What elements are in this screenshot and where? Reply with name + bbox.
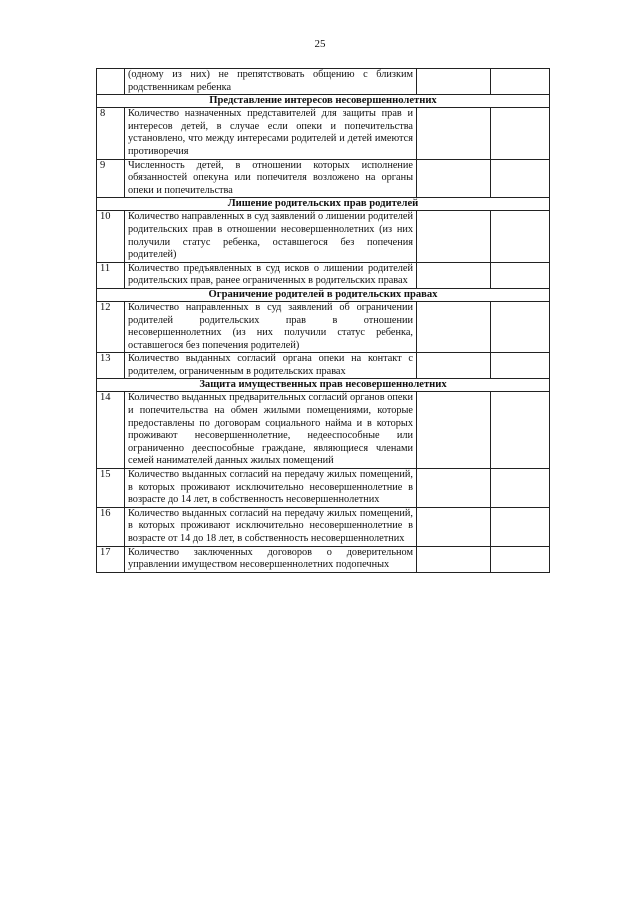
- indicator-description: Количество направленных в суд заявлений о лишении родителей родительских прав в отношении несовершеннолетних (из них получили статус ребенка, оставшегося без попечения родителей): [125, 211, 417, 262]
- indicator-description: Количество выданных предварительных согласий органов опеки и попечительства на обмен жилыми помещениями, которые предоставлены по договорам социального найма и в которых проживают несовершеннолетние, недееспособные или ограниченно дееспособные граждане, являющиеся членами семей нанимателей данных жилых помещений: [125, 392, 417, 469]
- report-table-body: [97, 69, 550, 573]
- value-cell: [491, 262, 550, 288]
- table-row: [97, 262, 550, 288]
- row-number: 15: [97, 469, 125, 508]
- table-row: [97, 108, 550, 159]
- row-number: 12: [97, 301, 125, 352]
- indicator-description: Количество заключенных договоров о доверительном управлении имуществом несовершеннолетних подопечных: [125, 546, 417, 572]
- page-number: 25: [314, 38, 326, 50]
- indicator-description: Численность детей, в отношении которых исполнение обязанностей опекуна или попечителя возложено на органы опеки и попечительства: [125, 159, 417, 198]
- section-header-row: [97, 95, 550, 108]
- section-header-row: [97, 198, 550, 211]
- indicator-description: (одному из них) не препятствовать общению с близким родственникам ребенка: [125, 69, 417, 95]
- row-number: 10: [97, 211, 125, 262]
- indicator-description: Количество выданных согласий на передачу жилых помещений, в которых проживают исключительно несовершеннолетние в возрасте до 14 лет, в собственность несовершеннолетних: [125, 469, 417, 508]
- row-number: 8: [97, 108, 125, 159]
- table-row: [97, 159, 550, 198]
- value-cell: [491, 507, 550, 546]
- value-cell: [491, 69, 550, 95]
- row-number: 13: [97, 353, 125, 379]
- report-table: [96, 68, 550, 573]
- value-cell: [417, 69, 491, 95]
- value-cell: [417, 392, 491, 469]
- row-number: 11: [97, 262, 125, 288]
- table-row: [97, 469, 550, 508]
- section-title: Представление интересов несовершеннолетних: [97, 95, 550, 108]
- value-cell: [491, 469, 550, 508]
- table-row: [97, 507, 550, 546]
- value-cell: [491, 353, 550, 379]
- value-cell: [491, 392, 550, 469]
- indicator-description: Количество выданных согласий органа опеки на контакт с родителем, ограниченным в родительских правах: [125, 353, 417, 379]
- value-cell: [417, 211, 491, 262]
- value-cell: [491, 301, 550, 352]
- section-title: Ограничение родителей в родительских правах: [97, 288, 550, 301]
- value-cell: [417, 353, 491, 379]
- value-cell: [417, 507, 491, 546]
- table-row: [97, 546, 550, 572]
- section-header-row: [97, 379, 550, 392]
- row-number: [97, 69, 125, 95]
- value-cell: [491, 546, 550, 572]
- section-title: Защита имущественных прав несовершеннолетних: [97, 379, 550, 392]
- row-number: 14: [97, 392, 125, 469]
- value-cell: [417, 546, 491, 572]
- table-row: [97, 353, 550, 379]
- table-row: [97, 392, 550, 469]
- section-title: Лишение родительских прав родителей: [97, 198, 550, 211]
- row-number: 9: [97, 159, 125, 198]
- indicator-description: Количество направленных в суд заявлений об ограничении родителей родительских прав в отношении несовершеннолетних (из них получили статус ребенка, оставшегося без попечения родителей): [125, 301, 417, 352]
- value-cell: [491, 211, 550, 262]
- value-cell: [417, 262, 491, 288]
- table-row: [97, 301, 550, 352]
- table-row: [97, 69, 550, 95]
- indicator-description: Количество назначенных представителей для защиты прав и интересов детей, в случае если опеки и попечительства установлено, что между интересами родителей и детей имеются противоречия: [125, 108, 417, 159]
- indicator-description: Количество предъявленных в суд исков о лишении родителей родительских прав, ранее ограниченных в родительских правах: [125, 262, 417, 288]
- table-row: [97, 211, 550, 262]
- value-cell: [491, 159, 550, 198]
- section-header-row: [97, 288, 550, 301]
- row-number: 17: [97, 546, 125, 572]
- value-cell: [491, 108, 550, 159]
- value-cell: [417, 108, 491, 159]
- value-cell: [417, 469, 491, 508]
- row-number: 16: [97, 507, 125, 546]
- value-cell: [417, 159, 491, 198]
- value-cell: [417, 301, 491, 352]
- indicator-description: Количество выданных согласий на передачу жилых помещений, в которых проживают исключительно несовершеннолетние в возрасте от 14 до 18 лет, в собственность несовершеннолетних: [125, 507, 417, 546]
